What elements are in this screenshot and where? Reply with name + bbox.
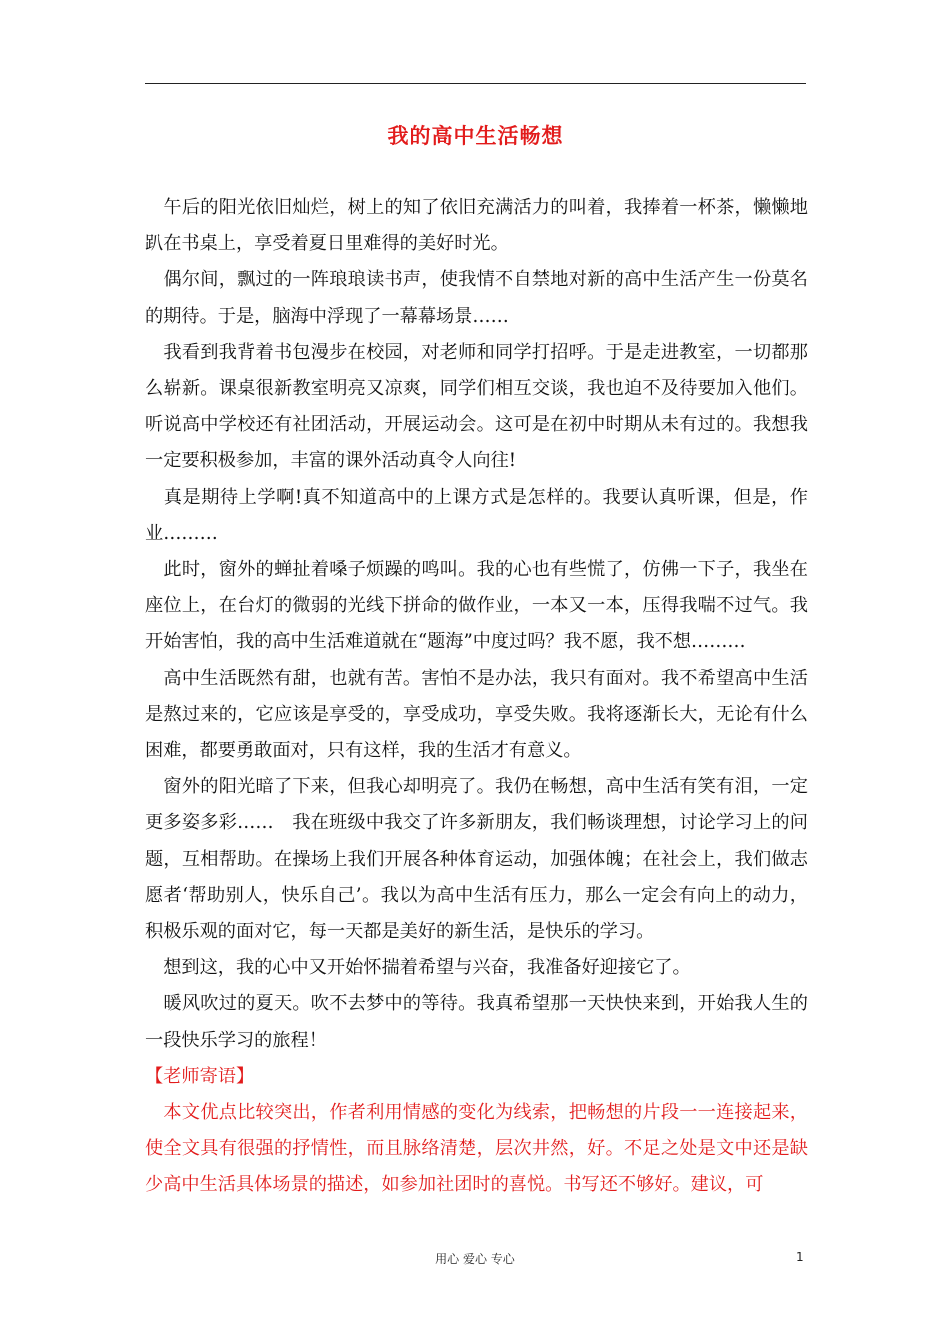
footer-text: 用心 爱心 专心 [435,1252,515,1266]
paragraph-1: 午后的阳光依旧灿烂，树上的知了依旧充满活力的叫着，我捧着一杯茶，懒懒地趴在书桌上，享受着夏日里难得的美好时光。 [145,197,808,255]
paragraph-4: 真是期待上学啊!真不知道高中的上课方式是怎样的。我要认真听课，但是，作业……… [145,486,808,544]
paragraph-2: 偶尔间，飘过的一阵琅琅读书声，使我情不自禁地对新的高中生活产生一份莫名的期待。于是，脑海中浮现了一幕幕场景…… [145,269,808,327]
header-rule [145,83,806,84]
page-number: 1 [796,1250,804,1264]
document-title: 我的高中生活畅想 [387,123,564,148]
document-body [145,190,808,1204]
paragraph-5: 此时，窗外的蝉扯着嗓子烦躁的鸣叫。我的心也有些慌了，仿佛一下子，我坐在座位上，在台灯的微弱的光线下拼命的做作业，一本又一本，压得我喘不过气。我开始害怕，我的高中生活难道就在“题海”中度过吗？我不愿，我不想……… [145,559,808,653]
paragraph-7: 窗外的阳光暗了下来，但我心却明亮了。我仍在畅想，高中生活有笑有泪，一定更多姿多彩…… 我在班级中我交了许多新朋友，我们畅谈理想，讨论学习上的问题，互相帮助。在操场上我们开展各种体育运动，加强体魄；在社会上，我们做志愿者‘帮助别人，快乐自己’。我以为高中生活有压力，那么一定会有向上的动力，积极乐观的面对它，每一天都是美好的新生活，是快乐的学习。 [145,776,808,943]
paragraph-9: 暖风吹过的夏天。吹不去梦中的等待。我真希望那一天快快来到，开始我人生的一段快乐学习的旅程！ [145,993,808,1051]
paragraph-3: 我看到我背着书包漫步在校园，对老师和同学打招呼。于是走进教室，一切都那么崭新。课桌很新教室明亮又凉爽，同学们相互交谈，我也迫不及待要加入他们。听说高中学校还有社团活动，开展运动会。这可是在初中时期从未有过的。我想我一定要积极参加，丰富的课外活动真令人向往! [145,341,808,472]
teacher-comment: 本文优点比较突出，作者利用情感的变化为线索，把畅想的片段一一连接起来，使全文具有很强的抒情性，而且脉络清楚，层次井然，好。不足之处是文中还是缺少高中生活具体场景的描述，如参加社团时的喜悦。书写还不够好。建议，可 [145,1102,808,1196]
paragraph-6: 高中生活既然有甜，也就有苦。害怕不是办法，我只有面对。我不希望高中生活是熬过来的，它应该是享受的，享受成功，享受失败。我将逐渐长大，无论有什么困难，都要勇敢面对，只有这样，我的生活才有意义。 [145,667,808,762]
paragraph-8: 想到这，我的心中又开始怀揣着希望与兴奋，我准备好迎接它了。 [145,957,691,979]
teacher-comment-heading: 【老师寄语】 [145,1065,255,1087]
